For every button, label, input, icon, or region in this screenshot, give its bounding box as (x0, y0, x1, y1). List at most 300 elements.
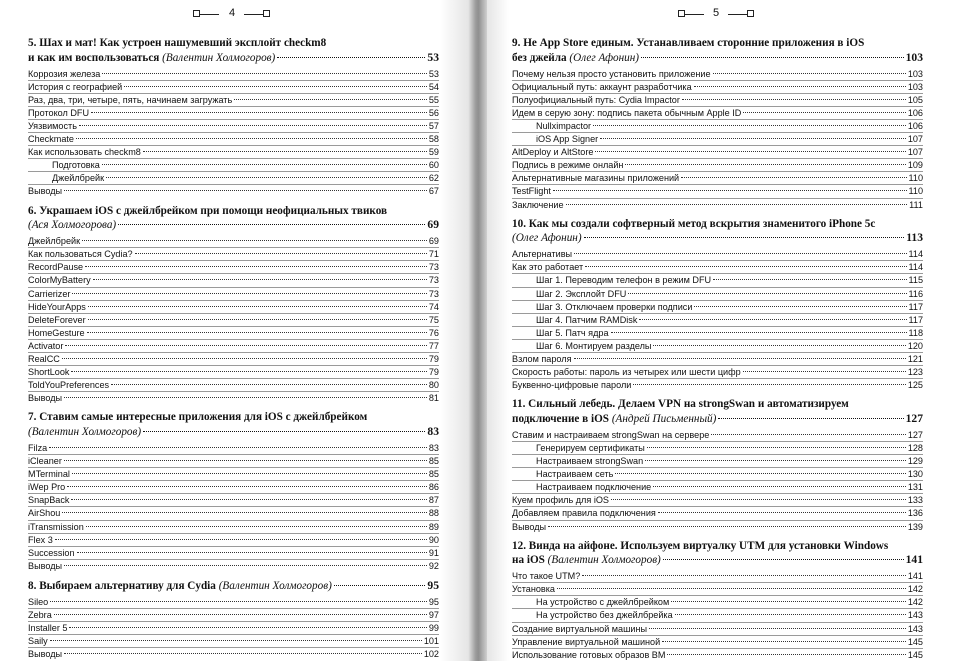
entry-page-number: 142 (907, 597, 923, 608)
entry-page-number: 111 (909, 199, 923, 210)
dot-leader (102, 73, 427, 74)
section-title-line[interactable] (512, 412, 923, 427)
toc-entry[interactable] (512, 119, 923, 132)
entry-page-number: 71 (428, 249, 439, 260)
entry-page-number: 117 (908, 301, 923, 312)
toc-entry[interactable] (512, 648, 923, 661)
entry-title: Flex 3 (28, 534, 53, 545)
dot-leader (574, 358, 906, 359)
entry-title: ShortLook (28, 367, 70, 378)
dot-leader (71, 371, 426, 372)
entry-page-number: 107 (907, 147, 923, 158)
section-title-text: 11. Сильный лебедь. Делаем VPN на strongSwan и автоматизируем (512, 398, 849, 411)
section-title-text: на iOS (512, 554, 545, 567)
entry-title: Шаг 5. Патч ядра (536, 327, 609, 338)
entry-page-number: 116 (908, 288, 923, 299)
page-header (487, 8, 954, 22)
entry-title: Succession (28, 547, 75, 558)
toc-entry[interactable] (28, 378, 439, 391)
section-title-line (28, 411, 439, 425)
entry-page-number: 110 (908, 173, 923, 184)
toc-entry[interactable] (512, 467, 923, 480)
entry-page-number: 73 (428, 288, 439, 299)
section-author: (Валентин Холмогоров) (28, 426, 142, 439)
toc-entry[interactable] (28, 235, 439, 247)
section-author: (Андрей Письменный) (611, 413, 717, 426)
toc-entry[interactable] (512, 287, 923, 300)
toc-entry[interactable] (28, 596, 439, 608)
dot-leader (76, 138, 427, 139)
dot-leader (49, 447, 427, 448)
entry-page-number: 114 (908, 249, 923, 260)
toc-entry[interactable] (512, 145, 923, 158)
entry-page-number: 57 (428, 120, 439, 131)
section-title-line (512, 37, 923, 51)
entry-page-number: 114 (908, 262, 923, 273)
entry-page-number: 87 (428, 495, 439, 506)
dot-leader (711, 434, 906, 435)
entry-title: MTerminal (28, 469, 70, 480)
toc-entry[interactable] (28, 467, 439, 480)
toc-entry[interactable] (28, 132, 439, 145)
dot-leader (633, 384, 905, 385)
toc-entry[interactable] (512, 248, 923, 260)
dot-leader (234, 99, 427, 100)
section-title-text: 6. Украшаем iOS с джейлбрейком при помощи неофициальных твиков (28, 204, 388, 217)
toc-column (512, 37, 923, 661)
toc-entry[interactable] (28, 247, 439, 260)
header-rule (684, 14, 704, 15)
toc-entry[interactable] (28, 287, 439, 300)
entry-title: Шаг 6. Монтируем разделы (536, 340, 652, 351)
dot-leader (86, 526, 427, 527)
entry-page-number: 129 (907, 456, 923, 467)
section-page-number: 83 (427, 425, 439, 439)
section-author: (Валентин Холмогоров) (162, 51, 276, 64)
entry-page-number: 105 (907, 94, 923, 105)
section-title-line[interactable] (512, 553, 923, 568)
entry-title: На устройство с джейлбрейком (536, 597, 670, 608)
entry-page-number: 80 (428, 380, 439, 391)
entry-page-number: 133 (907, 495, 923, 506)
toc-entry[interactable] (28, 559, 439, 572)
entry-page-number: 79 (428, 367, 439, 378)
entry-title: Подпись в режиме онлайн (512, 160, 624, 171)
section-heading-text (28, 426, 141, 440)
toc-entry[interactable] (512, 365, 923, 378)
entry-title: SnapBack (28, 495, 70, 506)
entry-title: Куем профиль для iOS (512, 495, 609, 506)
entry-page-number: 85 (428, 469, 439, 480)
entry-page-number: 73 (428, 262, 439, 273)
toc-entry[interactable] (512, 339, 923, 352)
entry-page-number: 76 (428, 327, 439, 338)
dot-leader (682, 99, 906, 100)
toc-entry[interactable] (512, 570, 923, 582)
toc-entry[interactable] (28, 647, 439, 660)
toc-section (512, 37, 923, 211)
entry-title: RealCC (28, 353, 60, 364)
entry-title: Настраиваем strongSwan (536, 456, 644, 467)
entry-title: ToldYouPreferences (28, 380, 110, 391)
dot-leader (566, 204, 908, 205)
entry-page-number: 74 (428, 301, 439, 312)
entry-page-number: 83 (428, 442, 439, 453)
dot-leader (334, 585, 426, 586)
toc-entry[interactable] (512, 520, 923, 533)
entry-page-number: 88 (428, 508, 439, 519)
section-heading-text (28, 580, 332, 594)
dot-leader (135, 253, 427, 254)
section-heading-text (28, 219, 116, 233)
entry-title: Как это работает (512, 262, 584, 273)
dot-leader (645, 460, 906, 461)
section-page-number: 69 (427, 218, 439, 232)
dot-leader (718, 418, 903, 419)
toc-entry[interactable] (28, 621, 439, 634)
entry-title: Подготовка (52, 160, 100, 171)
toc-entry[interactable] (512, 635, 923, 648)
entry-title: Checkmate (28, 134, 74, 145)
dot-leader (662, 641, 906, 642)
section-title-line (512, 398, 923, 412)
entry-title: iOS App Signer (536, 134, 599, 145)
dot-leader (667, 654, 905, 655)
section-heading-text (512, 52, 639, 66)
toc-entry[interactable] (28, 184, 439, 197)
entry-title: Что такое UTM? (512, 571, 581, 582)
entry-title: Настраиваем подключение (536, 482, 652, 493)
toc-entry[interactable] (512, 158, 923, 171)
toc-entry[interactable] (512, 506, 923, 519)
dot-leader (553, 190, 907, 191)
toc-entry[interactable] (28, 106, 439, 119)
entry-page-number: 106 (907, 120, 923, 131)
entry-title: Выводы (28, 649, 63, 660)
toc-entry[interactable] (28, 533, 439, 546)
dot-leader (713, 279, 906, 280)
toc-entry[interactable] (512, 80, 923, 93)
dot-leader (647, 447, 906, 448)
toc-entry[interactable] (28, 171, 439, 184)
section-title-line (512, 540, 923, 554)
entry-title: Добавляем правила подключения (512, 508, 656, 519)
dot-leader (64, 653, 422, 654)
entry-page-number: 97 (428, 609, 439, 620)
dot-leader (69, 627, 426, 628)
section-page-number: 113 (906, 231, 923, 245)
dot-leader (64, 565, 427, 566)
entry-title: TestFlight (512, 186, 551, 197)
section-title-line[interactable] (28, 51, 439, 66)
toc-section (512, 218, 923, 392)
entry-page-number: 128 (907, 442, 923, 453)
section-title-line[interactable] (28, 425, 439, 440)
dot-leader (72, 293, 426, 294)
entry-page-number: 59 (428, 147, 439, 158)
entry-page-number: 143 (907, 623, 923, 634)
toc-entry[interactable] (512, 608, 923, 621)
toc-entry[interactable] (512, 378, 923, 391)
toc-entry[interactable] (512, 300, 923, 313)
toc-entry[interactable] (28, 352, 439, 365)
section-title-line[interactable] (28, 218, 439, 233)
entry-title: Installer 5 (28, 622, 68, 633)
dot-leader (694, 86, 906, 87)
toc-entry[interactable] (28, 326, 439, 339)
section-title-text: 10. Как мы создали софтверный метод вскрытия знаменитого iPhone 5c (512, 217, 876, 230)
section-title-line[interactable] (512, 51, 923, 66)
toc-entry[interactable] (28, 300, 439, 313)
entry-page-number: 62 (428, 173, 439, 184)
dot-leader (102, 164, 427, 165)
entry-page-number: 130 (907, 469, 923, 480)
entry-page-number: 107 (907, 134, 923, 145)
dot-leader (62, 512, 427, 513)
toc-entry[interactable] (512, 352, 923, 365)
toc-entry[interactable] (28, 454, 439, 467)
entry-title: Полуофициальный путь: Cydia Impactor (512, 94, 680, 105)
entry-title: HomeGesture (28, 327, 85, 338)
entry-title: iCleaner (28, 456, 62, 467)
toc-entry[interactable] (28, 493, 439, 506)
toc-entry[interactable] (28, 506, 439, 519)
entry-page-number: 60 (428, 160, 439, 171)
entry-title: Шаг 3. Отключаем проверки подписи (536, 301, 693, 312)
dot-leader (743, 112, 905, 113)
entry-page-number: 79 (428, 353, 439, 364)
entry-page-number: 120 (907, 340, 923, 351)
toc-entry[interactable] (512, 260, 923, 273)
toc-section (28, 205, 439, 405)
entry-page-number: 127 (907, 429, 923, 440)
dot-leader (124, 86, 427, 87)
entry-page-number: 118 (908, 327, 923, 338)
toc-section (512, 540, 923, 661)
toc-entry[interactable] (512, 198, 923, 211)
toc-entry[interactable] (512, 171, 923, 184)
section-title-text: без джейла (512, 51, 567, 64)
dot-leader (111, 384, 427, 385)
toc-entry[interactable] (28, 442, 439, 454)
entry-page-number: 85 (428, 456, 439, 467)
page-number: 5 (712, 7, 720, 19)
section-title-line[interactable] (512, 231, 923, 246)
dot-leader (743, 371, 906, 372)
dot-leader (585, 266, 906, 267)
entry-title: Как пользоваться Cydia? (28, 249, 133, 260)
dot-leader (143, 431, 425, 432)
header-rule (244, 14, 264, 15)
entry-title: Заключение (512, 199, 564, 210)
entry-title: iTransmission (28, 521, 84, 532)
dot-leader (50, 601, 427, 602)
entry-title: История с географией (28, 81, 123, 92)
toc-entry[interactable] (28, 260, 439, 273)
toc-entry[interactable] (512, 454, 923, 467)
dot-leader (548, 526, 906, 527)
dot-leader (671, 601, 906, 602)
toc-section (28, 411, 439, 572)
header-rule (199, 14, 219, 15)
toc-entry[interactable] (28, 68, 439, 80)
entry-page-number: 121 (907, 353, 923, 364)
toc-entry[interactable] (28, 480, 439, 493)
entry-page-number: 101 (423, 635, 439, 646)
toc-entry[interactable] (28, 80, 439, 93)
toc-entry[interactable] (512, 441, 923, 454)
section-page-number: 127 (905, 412, 923, 426)
entry-page-number: 81 (428, 393, 439, 404)
dot-leader (87, 332, 427, 333)
page-header (0, 8, 468, 22)
section-heading-text (512, 554, 661, 568)
dot-leader (93, 279, 427, 280)
dot-leader (675, 614, 906, 615)
toc-entry[interactable] (512, 184, 923, 197)
section-page-number: 95 (427, 578, 439, 592)
section-title-line (28, 205, 439, 219)
toc-column (28, 37, 439, 661)
toc-entry[interactable] (28, 313, 439, 326)
toc-entry[interactable] (512, 493, 923, 506)
dot-leader (658, 512, 906, 513)
toc-entry[interactable] (28, 119, 439, 132)
toc-entry[interactable] (28, 93, 439, 106)
entry-title: ColorMyBattery (28, 275, 91, 286)
entry-page-number: 136 (907, 508, 923, 519)
section-title-line (512, 218, 923, 232)
toc-entry[interactable] (28, 158, 439, 171)
toc-entry[interactable] (28, 608, 439, 621)
entry-title: Коррозия железа (28, 68, 101, 79)
entry-page-number: 123 (907, 367, 923, 378)
toc-entry[interactable] (512, 93, 923, 106)
dot-leader (55, 539, 427, 540)
entry-title: Создание виртуальной машины (512, 623, 648, 634)
dot-leader (82, 240, 427, 241)
section-heading-text (512, 232, 582, 246)
entry-title: Настраиваем сеть (536, 469, 614, 480)
entry-title: Джейлбрейк (52, 173, 105, 184)
corner-square-icon (747, 10, 754, 17)
dot-leader (653, 486, 906, 487)
entry-page-number: 106 (907, 107, 923, 118)
toc-entry[interactable] (512, 622, 923, 635)
entry-title: Saily (28, 635, 48, 646)
entry-title: На устройство без джейлбрейка (536, 610, 673, 621)
dot-leader (557, 588, 906, 589)
dot-leader (595, 151, 905, 152)
dot-leader (625, 164, 905, 165)
toc-entry[interactable] (512, 106, 923, 119)
dot-leader (653, 345, 905, 346)
dot-leader (88, 319, 427, 320)
dot-leader (77, 552, 427, 553)
toc-entry[interactable] (512, 480, 923, 493)
toc-entry[interactable] (512, 273, 923, 286)
entry-page-number: 90 (428, 534, 439, 545)
toc-entry[interactable] (512, 68, 923, 80)
entry-page-number: 103 (907, 68, 923, 79)
entry-title: Как использовать checkm8 (28, 147, 141, 158)
entry-title: Шаг 4. Патчим RAMDisk (536, 314, 638, 325)
toc-entry[interactable] (28, 273, 439, 286)
header-rule (728, 14, 748, 15)
section-title-text: 12. Винда на айфоне. Используем виртуалку UTM для установки Windows (512, 539, 889, 552)
right-page (487, 0, 954, 661)
entry-title: Выводы (28, 393, 63, 404)
entry-page-number: 86 (428, 482, 439, 493)
toc-entry[interactable] (28, 634, 439, 647)
entry-title: HideYourApps (28, 301, 86, 312)
entry-title: Идем в серую зону: подпись пакета обычным Apple ID (512, 107, 742, 118)
dot-leader (582, 575, 906, 576)
toc-entry[interactable] (512, 595, 923, 608)
section-title-text: 9. Не App Store единым. Устанавливаем сторонние приложения в iOS (512, 37, 865, 49)
entry-title: Раз, два, три, четыре, пять, начинаем загружать (28, 94, 233, 105)
entry-page-number: 92 (428, 560, 439, 571)
entry-title: AirShou (28, 508, 61, 519)
dot-leader (118, 224, 425, 225)
toc-entry[interactable] (28, 365, 439, 378)
toc-entry[interactable] (512, 132, 923, 145)
toc-entry[interactable] (512, 582, 923, 595)
entry-page-number: 54 (428, 81, 439, 92)
entry-title: Альтернативные магазины приложений (512, 173, 680, 184)
toc-entry[interactable] (28, 339, 439, 352)
entry-page-number: 139 (907, 521, 923, 532)
entry-title: Шаг 1. Переводим телефон в режим DFU (536, 275, 712, 286)
dot-leader (600, 138, 906, 139)
left-page (0, 0, 468, 661)
entry-title: Генерируем сертификаты (536, 442, 645, 453)
section-title-line[interactable] (28, 579, 439, 594)
toc-entry[interactable] (28, 546, 439, 559)
toc-entry[interactable] (28, 145, 439, 158)
entry-title: Шаг 2. Эксплойт DFU (536, 288, 627, 299)
section-title-text: и как им воспользоваться (28, 51, 160, 64)
entry-page-number: 75 (428, 314, 439, 325)
toc-entry[interactable] (28, 391, 439, 404)
entry-title: RecordPause (28, 262, 84, 273)
section-title-text: 8. Выбираем альтернативу для Cydia (28, 579, 216, 592)
entry-page-number: 103 (907, 81, 923, 92)
entry-page-number: 99 (428, 622, 439, 633)
dot-leader (615, 473, 905, 474)
entry-title: Джейлбрейк (28, 236, 81, 247)
page-number: 4 (228, 7, 236, 19)
entry-title: AltDeploy и AltStore (512, 147, 594, 158)
entry-title: Выводы (28, 560, 63, 571)
toc-entry[interactable] (512, 429, 923, 441)
toc-entry[interactable] (512, 313, 923, 326)
toc-entry[interactable] (512, 326, 923, 339)
section-page-number: 103 (905, 50, 923, 64)
entry-title: Activator (28, 340, 64, 351)
dot-leader (681, 177, 906, 178)
entry-page-number: 91 (428, 547, 439, 558)
entry-title: Установка (512, 584, 555, 595)
toc-entry[interactable] (28, 520, 439, 533)
entry-title: Альтернативы (512, 249, 573, 260)
dot-leader (641, 57, 904, 58)
section-author: (Олег Афонин) (512, 232, 582, 245)
dot-leader (694, 306, 906, 307)
entry-page-number: 53 (428, 68, 439, 79)
entry-title: Взлом пароля (512, 353, 572, 364)
entry-page-number: 141 (907, 571, 923, 582)
